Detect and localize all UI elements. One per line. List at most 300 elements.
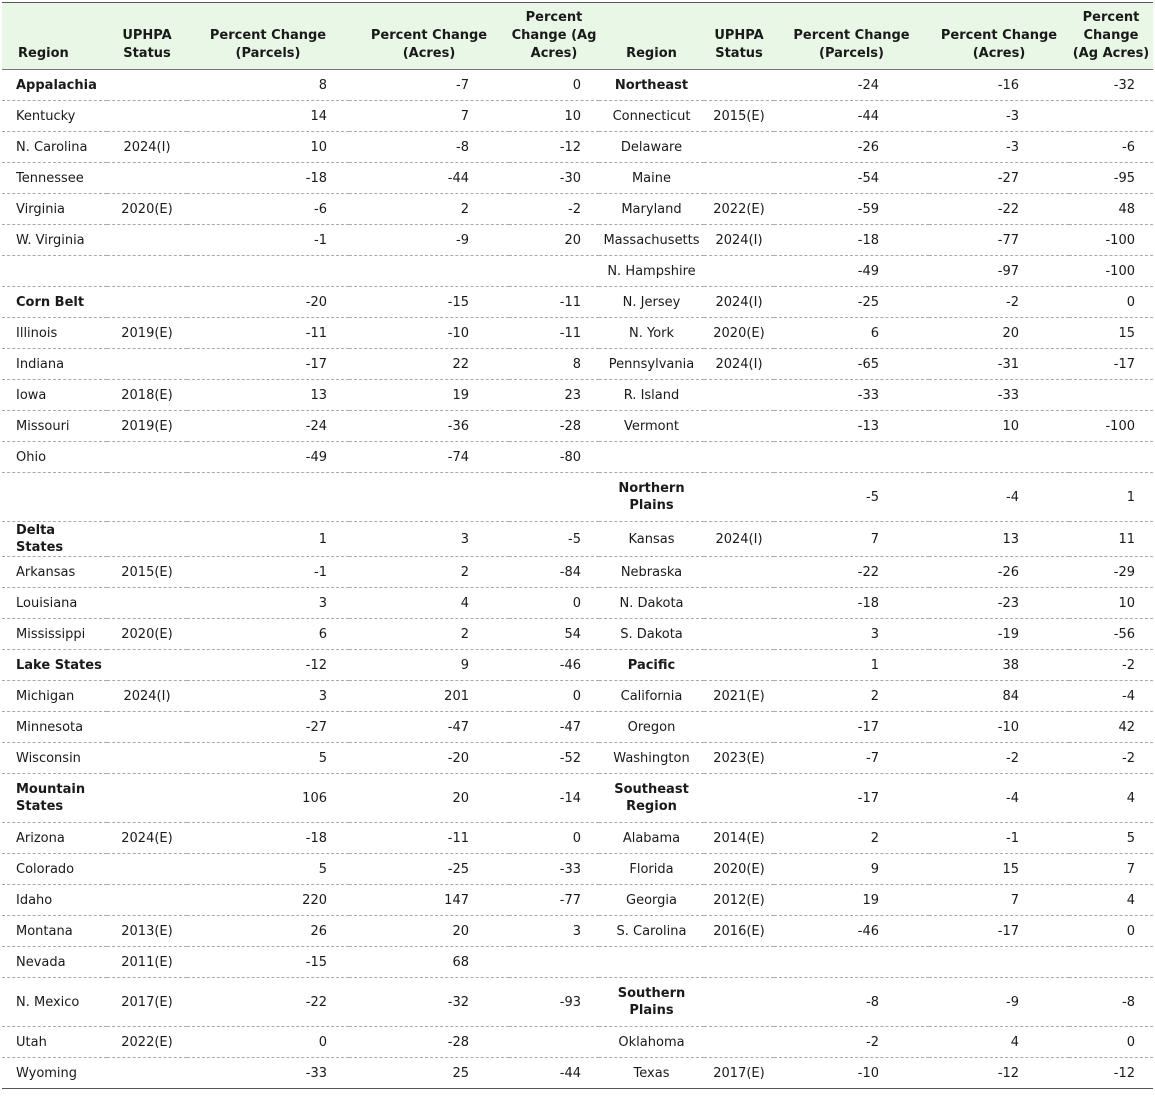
parcels-cell-left: -1 (187, 225, 349, 256)
ag-cell-right (1069, 442, 1153, 473)
ag-cell-right: 42 (1069, 712, 1153, 743)
ag-cell-right: -17 (1069, 349, 1153, 380)
table-row (2, 522, 1153, 557)
acres-cell-left: -25 (349, 854, 509, 885)
status-cell-right (704, 978, 774, 1027)
status-cell-left (107, 225, 187, 256)
parcels-cell-right: -5 (774, 473, 929, 522)
region-cell-left: Tennessee (2, 163, 107, 194)
region-cell-left: Michigan (2, 681, 107, 712)
parcels-cell-right: -2 (774, 1027, 929, 1058)
status-cell-right (704, 557, 774, 588)
acres-cell-right (929, 947, 1069, 978)
parcels-cell-left: 220 (187, 885, 349, 916)
status-cell-right (704, 947, 774, 978)
ag-cell-right: 0 (1069, 287, 1153, 318)
acres-cell-left: -32 (349, 978, 509, 1027)
status-cell-right: 2020(E) (704, 854, 774, 885)
region-cell-right: Kansas (599, 522, 704, 557)
region-cell-right: N. York (599, 318, 704, 349)
col-header-ag-right: Percent Change (Ag Acres) (1069, 3, 1153, 70)
acres-cell-left: 201 (349, 681, 509, 712)
status-cell-right: 2017(E) (704, 1058, 774, 1089)
region-cell-right: Oregon (599, 712, 704, 743)
acres-cell-left: -9 (349, 225, 509, 256)
parcels-cell-right: -17 (774, 774, 929, 823)
acres-cell-left: 2 (349, 557, 509, 588)
parcels-cell-left: 8 (187, 70, 349, 101)
ag-cell-left: -93 (509, 978, 599, 1027)
status-cell-left: 2013(E) (107, 916, 187, 947)
acres-cell-right: -9 (929, 978, 1069, 1027)
status-cell-right: 2024(I) (704, 225, 774, 256)
acres-cell-left: -8 (349, 132, 509, 163)
acres-cell-right: -97 (929, 256, 1069, 287)
region-cell-right: Delaware (599, 132, 704, 163)
ag-cell-left: -46 (509, 650, 599, 681)
table-row (2, 712, 1153, 743)
status-cell-right (704, 132, 774, 163)
acres-cell-left: -7 (349, 70, 509, 101)
parcels-cell-right: -44 (774, 101, 929, 132)
region-cell-left: Idaho (2, 885, 107, 916)
acres-cell-right: -2 (929, 287, 1069, 318)
col-header-region-left: Region (2, 3, 107, 70)
region-cell-right: Texas (599, 1058, 704, 1089)
acres-cell-left: 4 (349, 588, 509, 619)
acres-cell-left: -28 (349, 1027, 509, 1058)
status-cell-right (704, 256, 774, 287)
region-cell-right: Alabama (599, 823, 704, 854)
acres-cell-left: 2 (349, 619, 509, 650)
region-cell-right: Maine (599, 163, 704, 194)
region-cell-left: Colorado (2, 854, 107, 885)
ag-cell-left: -52 (509, 743, 599, 774)
ag-cell-left: -30 (509, 163, 599, 194)
parcels-cell-left: 5 (187, 743, 349, 774)
status-cell-right (704, 774, 774, 823)
ag-cell-right: 15 (1069, 318, 1153, 349)
status-cell-left (107, 885, 187, 916)
region-cell-right: Pacific (599, 650, 704, 681)
parcels-cell-right: -33 (774, 380, 929, 411)
ag-cell-left: 3 (509, 916, 599, 947)
acres-cell-left: -44 (349, 163, 509, 194)
status-cell-right (704, 712, 774, 743)
status-cell-right (704, 588, 774, 619)
table-row (2, 101, 1153, 132)
ag-cell-left: 0 (509, 70, 599, 101)
parcels-cell-right: 1 (774, 650, 929, 681)
ag-cell-right (1069, 380, 1153, 411)
col-header-status-left: UPHPA Status (107, 3, 187, 70)
ag-cell-right: -95 (1069, 163, 1153, 194)
parcels-cell-left: -17 (187, 349, 349, 380)
acres-cell-right: -22 (929, 194, 1069, 225)
acres-cell-left: 22 (349, 349, 509, 380)
status-cell-left (107, 588, 187, 619)
ag-cell-right: 1 (1069, 473, 1153, 522)
table-row (2, 823, 1153, 854)
parcels-cell-left: -12 (187, 650, 349, 681)
ag-cell-right: 4 (1069, 885, 1153, 916)
acres-cell-right: 15 (929, 854, 1069, 885)
table-row (2, 557, 1153, 588)
parcels-cell-left: -1 (187, 557, 349, 588)
ag-cell-right: -2 (1069, 743, 1153, 774)
table-row (2, 774, 1153, 823)
acres-cell-left: -47 (349, 712, 509, 743)
ag-cell-right: -32 (1069, 70, 1153, 101)
status-cell-right (704, 650, 774, 681)
acres-cell-right: 4 (929, 1027, 1069, 1058)
acres-cell-right: -16 (929, 70, 1069, 101)
region-cell-right: Northern Plains (599, 473, 704, 522)
status-cell-right (704, 411, 774, 442)
region-cell-left: Mississippi (2, 619, 107, 650)
ag-cell-right: -100 (1069, 256, 1153, 287)
table-row (2, 916, 1153, 947)
region-cell-right (599, 442, 704, 473)
acres-cell-right: 38 (929, 650, 1069, 681)
ag-cell-right: -100 (1069, 225, 1153, 256)
col-header-status-right: UPHPA Status (704, 3, 774, 70)
acres-cell-right: -27 (929, 163, 1069, 194)
status-cell-right: 2012(E) (704, 885, 774, 916)
region-cell-left: Corn Belt (2, 287, 107, 318)
acres-cell-left: 2 (349, 194, 509, 225)
ag-cell-left: 20 (509, 225, 599, 256)
parcels-cell-right: 3 (774, 619, 929, 650)
ag-cell-left: -11 (509, 318, 599, 349)
ag-cell-left: -44 (509, 1058, 599, 1089)
parcels-cell-right: -65 (774, 349, 929, 380)
acres-cell-right: 20 (929, 318, 1069, 349)
parcels-cell-left: 26 (187, 916, 349, 947)
region-cell-right: N. Jersey (599, 287, 704, 318)
ag-cell-right: 4 (1069, 774, 1153, 823)
region-cell-right: Northeast (599, 70, 704, 101)
acres-cell-left: 147 (349, 885, 509, 916)
parcels-cell-right: -8 (774, 978, 929, 1027)
parcels-cell-left: -49 (187, 442, 349, 473)
acres-cell-right: -19 (929, 619, 1069, 650)
acres-cell-left (349, 256, 509, 287)
ag-cell-right: 0 (1069, 1027, 1153, 1058)
acres-cell-right: 10 (929, 411, 1069, 442)
region-cell-right: Southeast Region (599, 774, 704, 823)
ag-cell-right: -29 (1069, 557, 1153, 588)
region-cell-right: Vermont (599, 411, 704, 442)
status-cell-right: 2020(E) (704, 318, 774, 349)
acres-cell-left: 25 (349, 1058, 509, 1089)
col-header-acres-right: Percent Change (Acres) (929, 3, 1069, 70)
table-row (2, 681, 1153, 712)
ag-cell-left: -33 (509, 854, 599, 885)
col-header-parcels-right: Percent Change (Parcels) (774, 3, 929, 70)
col-header-region-right: Region (599, 3, 704, 70)
region-cell-left: Utah (2, 1027, 107, 1058)
acres-cell-right: 7 (929, 885, 1069, 916)
acres-cell-right: -31 (929, 349, 1069, 380)
status-cell-left (107, 349, 187, 380)
acres-cell-right: -10 (929, 712, 1069, 743)
ag-cell-left: -11 (509, 287, 599, 318)
region-cell-right: Florida (599, 854, 704, 885)
acres-cell-left: -11 (349, 823, 509, 854)
parcels-cell-left: -15 (187, 947, 349, 978)
region-cell-left: Lake States (2, 650, 107, 681)
ag-cell-right: -2 (1069, 650, 1153, 681)
status-cell-right: 2021(E) (704, 681, 774, 712)
parcels-cell-left: 3 (187, 588, 349, 619)
region-cell-left: Ohio (2, 442, 107, 473)
status-cell-right (704, 70, 774, 101)
acres-cell-left: 7 (349, 101, 509, 132)
col-header-parcels-left: Percent Change (Parcels) (187, 3, 349, 70)
region-cell-right: Maryland (599, 194, 704, 225)
region-cell-left: Arkansas (2, 557, 107, 588)
status-cell-right (704, 380, 774, 411)
parcels-cell-left: -33 (187, 1058, 349, 1089)
acres-cell-left: -36 (349, 411, 509, 442)
acres-cell-left: -10 (349, 318, 509, 349)
region-cell-right: Massachusetts (599, 225, 704, 256)
region-cell-left: Kentucky (2, 101, 107, 132)
status-cell-right (704, 1027, 774, 1058)
ag-cell-left: -80 (509, 442, 599, 473)
acres-cell-left: -20 (349, 743, 509, 774)
status-cell-right: 2015(E) (704, 101, 774, 132)
acres-cell-right: -2 (929, 743, 1069, 774)
acres-cell-right: 84 (929, 681, 1069, 712)
region-cell-left: Minnesota (2, 712, 107, 743)
region-cell-left: Arizona (2, 823, 107, 854)
parcels-cell-left: 10 (187, 132, 349, 163)
ag-cell-left: -12 (509, 132, 599, 163)
parcels-cell-right: 2 (774, 681, 929, 712)
status-cell-left: 2024(E) (107, 823, 187, 854)
parcels-cell-right: -13 (774, 411, 929, 442)
ag-cell-right (1069, 101, 1153, 132)
status-cell-left: 2018(E) (107, 380, 187, 411)
table-row (2, 1058, 1153, 1089)
status-cell-left (107, 522, 187, 557)
parcels-cell-left: 1 (187, 522, 349, 557)
parcels-cell-left: 6 (187, 619, 349, 650)
acres-cell-right: -3 (929, 132, 1069, 163)
parcels-cell-right (774, 947, 929, 978)
table-row (2, 256, 1153, 287)
table-row (2, 978, 1153, 1027)
table-header (2, 3, 1153, 70)
ag-cell-right: 10 (1069, 588, 1153, 619)
ag-cell-left: 8 (509, 349, 599, 380)
table-row (2, 132, 1153, 163)
acres-cell-left: 68 (349, 947, 509, 978)
ag-cell-left: 0 (509, 681, 599, 712)
parcels-cell-left: 106 (187, 774, 349, 823)
region-cell-right: California (599, 681, 704, 712)
parcels-cell-left: 0 (187, 1027, 349, 1058)
region-cell-left: Indiana (2, 349, 107, 380)
region-cell-left: Illinois (2, 318, 107, 349)
ag-cell-left (509, 473, 599, 522)
parcels-cell-right: -25 (774, 287, 929, 318)
parcels-cell-right: -17 (774, 712, 929, 743)
status-cell-left: 2015(E) (107, 557, 187, 588)
table-row (2, 380, 1153, 411)
ag-cell-left: 54 (509, 619, 599, 650)
parcels-cell-left: -18 (187, 163, 349, 194)
acres-cell-left: -15 (349, 287, 509, 318)
region-cell-left: Montana (2, 916, 107, 947)
table-row (2, 318, 1153, 349)
parcels-cell-left: 5 (187, 854, 349, 885)
acres-cell-left: 20 (349, 774, 509, 823)
status-cell-left (107, 442, 187, 473)
region-cell-left: Wisconsin (2, 743, 107, 774)
status-cell-left: 2024(I) (107, 132, 187, 163)
region-cell-right: Georgia (599, 885, 704, 916)
parcels-cell-right: 7 (774, 522, 929, 557)
region-cell-left: Iowa (2, 380, 107, 411)
region-cell-right: N. Hampshire (599, 256, 704, 287)
status-cell-right: 2016(E) (704, 916, 774, 947)
table-row (2, 947, 1153, 978)
ag-cell-left (509, 1027, 599, 1058)
ag-cell-left: -77 (509, 885, 599, 916)
table-row (2, 411, 1153, 442)
region-cell-right (599, 947, 704, 978)
ag-cell-right: 5 (1069, 823, 1153, 854)
parcels-cell-right: -18 (774, 225, 929, 256)
region-cell-right: R. Island (599, 380, 704, 411)
acres-cell-right: -77 (929, 225, 1069, 256)
parcels-cell-left: -6 (187, 194, 349, 225)
status-cell-left: 2022(E) (107, 1027, 187, 1058)
ag-cell-right: 0 (1069, 916, 1153, 947)
acres-cell-right: -17 (929, 916, 1069, 947)
parcels-cell-right: -7 (774, 743, 929, 774)
status-cell-left (107, 712, 187, 743)
parcels-cell-right: -54 (774, 163, 929, 194)
region-cell-left: Mountain States (2, 774, 107, 823)
parcels-cell-right: -46 (774, 916, 929, 947)
parcels-cell-right: -26 (774, 132, 929, 163)
ag-cell-right: -12 (1069, 1058, 1153, 1089)
parcels-cell-right: -10 (774, 1058, 929, 1089)
status-cell-left (107, 256, 187, 287)
table-row (2, 349, 1153, 380)
region-cell-right: Nebraska (599, 557, 704, 588)
acres-cell-right: -26 (929, 557, 1069, 588)
parcels-cell-left: -27 (187, 712, 349, 743)
status-cell-left (107, 650, 187, 681)
table-row (2, 885, 1153, 916)
ag-cell-right (1069, 947, 1153, 978)
table-row (2, 70, 1153, 101)
status-cell-right (704, 442, 774, 473)
parcels-cell-right: 9 (774, 854, 929, 885)
table-row (2, 225, 1153, 256)
parcels-cell-left: -22 (187, 978, 349, 1027)
status-cell-right: 2024(I) (704, 522, 774, 557)
acres-cell-right: -23 (929, 588, 1069, 619)
region-cell-left (2, 473, 107, 522)
status-cell-right (704, 473, 774, 522)
table-body (2, 70, 1153, 1089)
table-row (2, 588, 1153, 619)
region-cell-right: Pennsylvania (599, 349, 704, 380)
table-row (2, 743, 1153, 774)
parcels-cell-right: -18 (774, 588, 929, 619)
region-cell-right: Connecticut (599, 101, 704, 132)
status-cell-left (107, 774, 187, 823)
table-row (2, 194, 1153, 225)
status-cell-left: 2020(E) (107, 619, 187, 650)
ag-cell-right: -100 (1069, 411, 1153, 442)
ag-cell-left: 10 (509, 101, 599, 132)
status-cell-left: 2017(E) (107, 978, 187, 1027)
ag-cell-left: -47 (509, 712, 599, 743)
status-cell-right: 2023(E) (704, 743, 774, 774)
acres-cell-right: -33 (929, 380, 1069, 411)
parcels-cell-right: 6 (774, 318, 929, 349)
status-cell-right: 2024(I) (704, 287, 774, 318)
parcels-cell-right (774, 442, 929, 473)
acres-cell-right: -3 (929, 101, 1069, 132)
table-row (2, 163, 1153, 194)
col-header-acres-left: Percent Change (Acres) (349, 3, 509, 70)
parcels-cell-right: 19 (774, 885, 929, 916)
status-cell-left: 2011(E) (107, 947, 187, 978)
acres-cell-left: 19 (349, 380, 509, 411)
ag-cell-right: 7 (1069, 854, 1153, 885)
ag-cell-right: -4 (1069, 681, 1153, 712)
data-table-wrapper (2, 2, 1153, 1089)
status-cell-left (107, 101, 187, 132)
table-row (2, 442, 1153, 473)
ag-cell-left: -2 (509, 194, 599, 225)
region-cell-right: N. Dakota (599, 588, 704, 619)
ag-cell-left: -14 (509, 774, 599, 823)
parcels-cell-left: 13 (187, 380, 349, 411)
ag-cell-left: 0 (509, 823, 599, 854)
status-cell-right: 2014(E) (704, 823, 774, 854)
acres-cell-right: 13 (929, 522, 1069, 557)
table-row (2, 473, 1153, 522)
region-cell-left (2, 256, 107, 287)
parcels-cell-left: 3 (187, 681, 349, 712)
region-cell-left: Appalachia (2, 70, 107, 101)
parcels-cell-left (187, 256, 349, 287)
region-cell-right: S. Dakota (599, 619, 704, 650)
region-cell-right: Southern Plains (599, 978, 704, 1027)
parcels-cell-right: 2 (774, 823, 929, 854)
table-row (2, 854, 1153, 885)
land-change-table (2, 2, 1153, 1089)
ag-cell-right: 48 (1069, 194, 1153, 225)
region-cell-left: N. Mexico (2, 978, 107, 1027)
acres-cell-left: -74 (349, 442, 509, 473)
status-cell-left: 2019(E) (107, 411, 187, 442)
table-row (2, 619, 1153, 650)
ag-cell-right: -56 (1069, 619, 1153, 650)
parcels-cell-left (187, 473, 349, 522)
parcels-cell-left: -20 (187, 287, 349, 318)
ag-cell-right: -8 (1069, 978, 1153, 1027)
